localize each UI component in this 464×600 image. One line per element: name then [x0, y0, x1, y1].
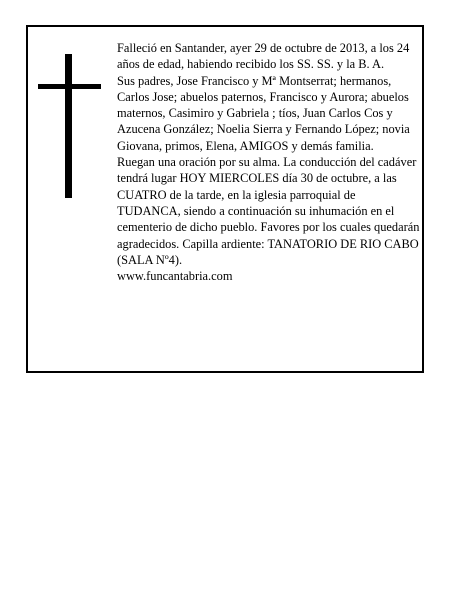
latin-cross-icon [38, 54, 101, 198]
obituary-notice [26, 25, 424, 373]
cross-horizontal-bar [38, 84, 101, 89]
website-text: www.funcantabria.com [117, 269, 233, 284]
death-announcement: Falleció en Santander, ayer 29 de octubre de 2013, a los 24 años de edad, habiendo recibido los SS. SS. y la B. A. [117, 41, 410, 72]
family-list: Sus padres, Jose Francisco y Mª Montserrat; hermanos, Carlos Jose; abuelos paternos, Francisco y Aurora; abuelos maternos, Casimiro y Gabriela ; tíos, Juan Carlos Cos y Azucena González; Noelia Sierra y Fernando López; novia Giovana, primos, Elena, AMIGOS y demás familia. [117, 73, 410, 153]
funeral-details: Ruegan una oración por su alma. La conducción del cadáver tendrá lugar HOY MIERCOLES día 30 de octubre, a las CUATRO de la tarde, en la iglesia parroquial de TUDANCA, siendo a continuación su inhumación en el cementerio de dicho pueblo. Favores por los cuales quedarán agradecidos. Capilla ardiente: TANATORIO DE RIO CABO (SALA Nº4). [117, 155, 420, 267]
cross-vertical-bar [65, 54, 72, 198]
notice-text [117, 40, 421, 284]
